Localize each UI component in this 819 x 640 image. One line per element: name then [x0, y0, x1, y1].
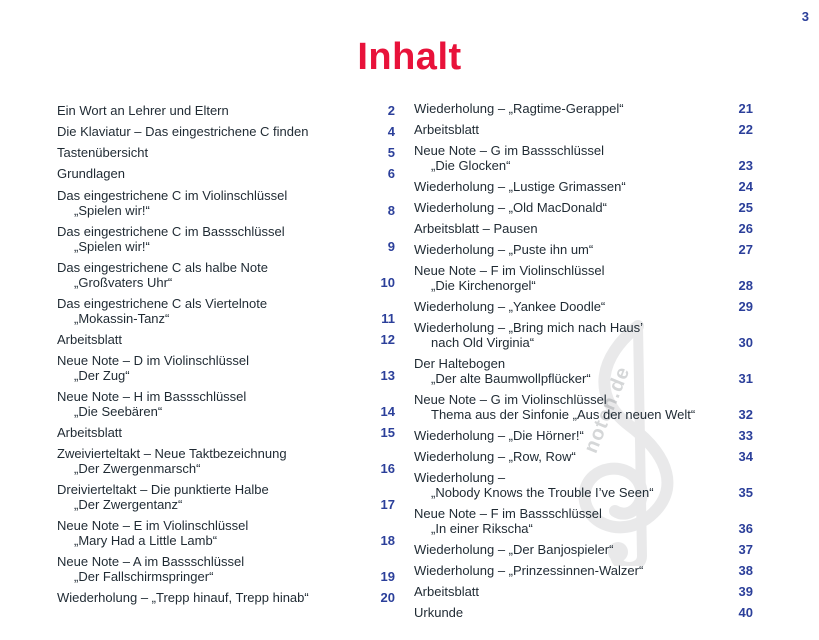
toc-entry	[57, 333, 395, 348]
toc-entry-subtitle: „Die Seebären“	[74, 403, 163, 419]
toc-page-number: 12	[380, 332, 395, 347]
toc-entry-subtitle: „Großvaters Uhr“	[74, 274, 173, 290]
toc-page-number: 24	[738, 179, 753, 194]
toc-page-number: 31	[738, 370, 753, 386]
toc-page-number: 9	[387, 238, 395, 254]
toc-entry	[414, 243, 753, 258]
watermark-text: noten.de	[580, 363, 635, 457]
toc-entry-title: Wiederholung – „Lustige Grimassen“	[414, 179, 626, 194]
toc-entry	[57, 555, 395, 585]
toc-page-number: 18	[380, 532, 395, 548]
toc-entry-title: Tastenübersicht	[57, 145, 149, 160]
toc-entry	[57, 125, 395, 140]
toc-page-number: 14	[380, 403, 395, 419]
page-number: 3	[801, 9, 809, 24]
toc-entry	[57, 519, 395, 549]
toc-entry-title: Neue Note – F im Violinschlüssel	[414, 263, 605, 278]
toc-entry	[57, 426, 395, 441]
toc-page-number: 16	[380, 460, 395, 476]
toc-entry-subtitle: „Der Fallschirmspringer“	[74, 568, 214, 584]
toc-page-number: 28	[738, 277, 753, 293]
toc-entry	[414, 264, 753, 294]
toc-entry-title: Urkunde	[414, 605, 464, 620]
toc-page-number: 38	[738, 563, 753, 578]
toc-entry	[57, 261, 395, 291]
toc-entry	[414, 123, 753, 138]
page-title: Inhalt	[357, 36, 462, 78]
toc-entry-title: Wiederholung – „Trepp hinauf, Trepp hinab“	[57, 590, 309, 605]
toc-page-number: 39	[738, 584, 753, 599]
toc-entry-title: Ein Wort an Lehrer und Eltern	[57, 103, 229, 118]
toc-entry-subtitle: „Nobody Knows the Trouble I’ve Seen“	[431, 484, 654, 500]
toc-page-number: 6	[387, 166, 395, 181]
toc-entry	[414, 180, 753, 195]
toc-page-number: 27	[738, 242, 753, 257]
toc-page-number: 13	[380, 367, 395, 383]
toc-entry	[414, 471, 753, 501]
toc-page-number: 29	[738, 299, 753, 314]
toc-page-number: 21	[738, 101, 753, 116]
toc-entry	[414, 450, 753, 465]
toc-entry-title: Neue Note – D im Violinschlüssel	[57, 353, 249, 368]
toc-entry-subtitle: „Spielen wir!“	[74, 238, 150, 254]
toc-entry-subtitle: „Spielen wir!“	[74, 202, 150, 218]
toc-entry	[414, 357, 753, 387]
toc-entry	[414, 102, 753, 117]
toc-page-number: 37	[738, 542, 753, 557]
toc-entry	[57, 591, 395, 606]
toc-page-number: 32	[738, 406, 753, 422]
toc-entry	[57, 483, 395, 513]
toc-entry-subtitle: „Der alte Baumwollpflücker“	[431, 370, 591, 386]
toc-page-number: 10	[380, 274, 395, 290]
toc-entry	[414, 606, 753, 621]
toc-entry-title: Dreivierteltakt – Die punktierte Halbe	[57, 482, 269, 497]
toc-entry-title: Arbeitsblatt	[57, 332, 123, 347]
toc-page-number: 33	[738, 428, 753, 443]
toc-entry	[414, 543, 753, 558]
toc-entry	[57, 390, 395, 420]
toc-entry	[414, 222, 753, 237]
toc-entry-title: Wiederholung – „Yankee Doodle“	[414, 299, 606, 314]
toc-entry-title: Arbeitsblatt	[414, 122, 480, 137]
toc-entry	[414, 321, 753, 351]
toc-entry-subtitle: „In einer Rikscha“	[431, 520, 533, 536]
toc-entry	[414, 393, 753, 423]
toc-entry-subtitle: „Die Glocken“	[431, 157, 511, 173]
toc-entry-title: Wiederholung – „Die Hörner!“	[414, 428, 584, 443]
toc-page-number: 40	[738, 605, 753, 620]
toc-entry-title: Neue Note – A im Bassschlüssel	[57, 554, 245, 569]
toc-entry	[414, 300, 753, 315]
toc-page-number: 20	[380, 590, 395, 605]
toc-page-number: 15	[380, 425, 395, 440]
toc-entry-subtitle: „Die Kirchenorgel“	[431, 277, 536, 293]
toc-entry	[57, 447, 395, 477]
toc-page-number: 30	[738, 334, 753, 350]
toc-entry	[414, 507, 753, 537]
toc-entry-title: Grundlagen	[57, 166, 125, 181]
toc-entry-title: Wiederholung – „Ragtime-Gerappel“	[414, 101, 624, 116]
toc-entry-title: Wiederholung – „Row, Row“	[414, 449, 576, 464]
toc-entry	[57, 189, 395, 219]
toc-entry-title: Neue Note – G im Bassschlüssel	[414, 143, 605, 158]
toc-entry-title: Arbeitsblatt	[414, 584, 480, 599]
toc-page-number: 17	[380, 496, 395, 512]
toc-entry-subtitle: „Mary Had a Little Lamb“	[74, 532, 218, 548]
toc-entry-subtitle: „Der Zwergentanz“	[74, 496, 183, 512]
toc-page-number: 26	[738, 221, 753, 236]
toc-page-number: 35	[738, 484, 753, 500]
toc-page-number: 22	[738, 122, 753, 137]
toc-entry	[414, 201, 753, 216]
toc-entry-title: Neue Note – H im Bassschlüssel	[57, 389, 247, 404]
toc-entry-title: Wiederholung – „Prinzessinnen-Walzer“	[414, 563, 644, 578]
toc-entry	[414, 564, 753, 579]
toc-page-number: 11	[381, 310, 395, 326]
toc-page-number: 4	[387, 124, 395, 139]
toc-entry	[57, 225, 395, 255]
toc-entry-title: Arbeitsblatt	[57, 425, 123, 440]
toc-entry	[57, 354, 395, 384]
toc-entry-title: Die Klaviatur – Das eingestrichene C finden	[57, 124, 309, 139]
toc-entry-title: Neue Note – E im Violinschlüssel	[57, 518, 249, 533]
toc-page-number: 23	[738, 157, 753, 173]
toc-entry-title: Zweivierteltakt – Neue Taktbezeichnung	[57, 446, 287, 461]
toc-page-number: 34	[738, 449, 753, 464]
toc-page-number: 5	[387, 145, 395, 160]
toc-entry-title: Wiederholung –	[414, 470, 506, 485]
toc-entry	[414, 585, 753, 600]
toc-page-number: 2	[387, 103, 395, 118]
toc-entry	[57, 167, 395, 182]
toc-entry-title: Neue Note – F im Bassschlüssel	[414, 506, 602, 521]
toc-entry	[414, 429, 753, 444]
toc-entry-title: Das eingestrichene C als halbe Note	[57, 260, 269, 275]
toc-entry-title: Wiederholung – „Der Banjospieler“	[414, 542, 614, 557]
toc-entry-subtitle: nach Old Virginia“	[431, 334, 535, 350]
toc-entry-title: Das eingestrichene C als Viertelnote	[57, 296, 268, 311]
toc-entry-title: Wiederholung – „Puste ihn um“	[414, 242, 594, 257]
toc-entry-title: Der Haltebogen	[414, 356, 506, 371]
toc-entry	[57, 146, 395, 161]
toc-entry-subtitle: „Der Zwergenmarsch“	[74, 460, 201, 476]
toc-entry-subtitle: Thema aus der Sinfonie „Aus der neuen Welt“	[431, 406, 696, 422]
toc-entry-title: Das eingestrichene C im Bassschlüssel	[57, 224, 285, 239]
toc-entry-title: Arbeitsblatt – Pausen	[414, 221, 538, 236]
toc-entry	[414, 144, 753, 174]
toc-entry-title: Wiederholung – „Bring mich nach Haus’	[414, 320, 644, 335]
toc-page-number: 25	[738, 200, 753, 215]
toc-entry	[57, 104, 395, 119]
toc-entry-title: Neue Note – G im Violinschlüssel	[414, 392, 607, 407]
toc-page-number: 36	[738, 520, 753, 536]
toc-entry-subtitle: „Mokassin-Tanz“	[74, 310, 170, 326]
toc-entry	[57, 297, 395, 327]
toc-page-number: 19	[380, 568, 395, 584]
toc-page-number: 8	[387, 202, 395, 218]
toc-entry-subtitle: „Der Zug“	[74, 367, 130, 383]
toc-entry-title: Das eingestrichene C im Violinschlüssel	[57, 188, 288, 203]
toc-entry-title: Wiederholung – „Old MacDonald“	[414, 200, 607, 215]
